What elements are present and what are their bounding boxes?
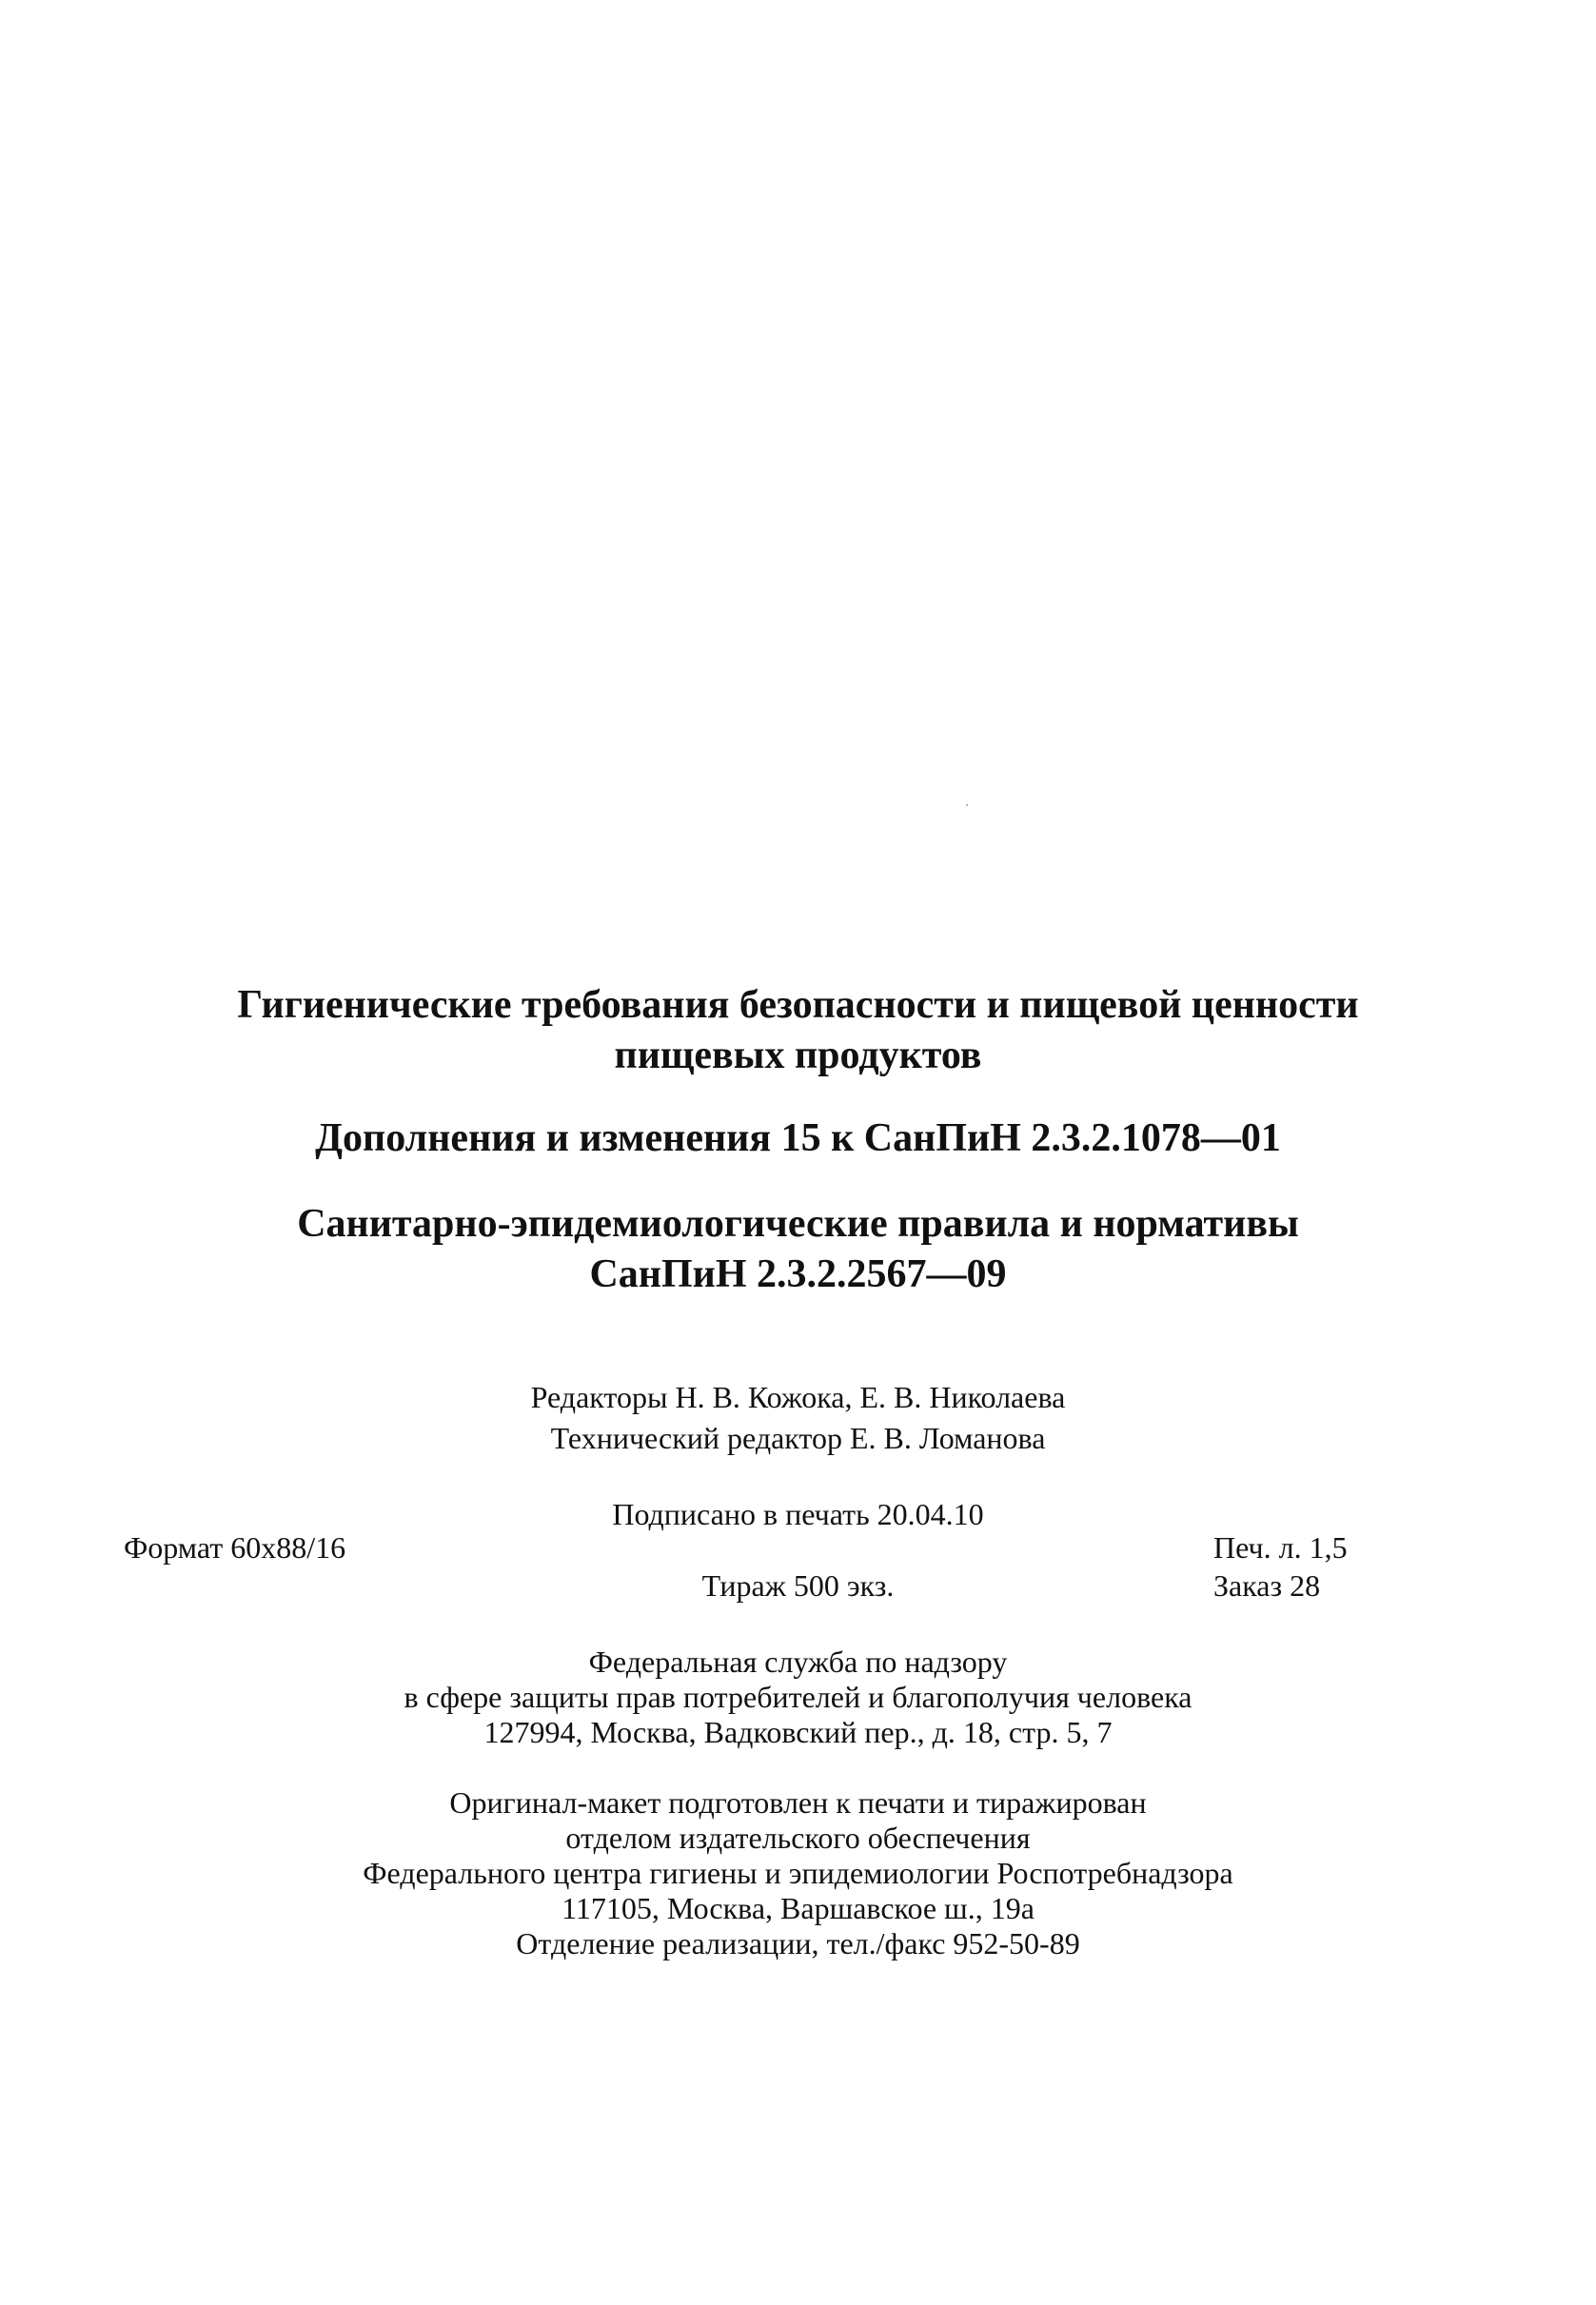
- publisher-line-2: в сфере защиты прав потребителей и благополучия человека: [404, 1680, 1192, 1714]
- amendments-heading: Дополнения и изменения 15 к СанПиН 2.3.2.1078—01: [315, 1116, 1281, 1160]
- document-title-line-2: пищевых продуктов: [614, 1034, 982, 1077]
- printer-line-1: Оригинал-макет подготовлен к печати и тиражирован: [449, 1785, 1147, 1820]
- document-title-line-1: Гигиенические требования безопасности и пищевой ценности: [237, 983, 1359, 1027]
- publisher-line-1: Федеральная служба по надзору: [588, 1645, 1008, 1679]
- rules-heading-line-2: СанПиН 2.3.2.2567—09: [589, 1252, 1007, 1296]
- technical-editor-line: Технический редактор Е. В. Ломанова: [550, 1421, 1046, 1455]
- rules-heading-line-1: Санитарно-эпидемиологические правила и нормативы: [297, 1202, 1299, 1246]
- order-number: Заказ 28: [1213, 1568, 1321, 1603]
- printer-address: 117105, Москва, Варшавское ш., 19а: [562, 1891, 1034, 1925]
- printer-line-3: Федерального центра гигиены и эпидемиологии Роспотребнадзора: [363, 1856, 1233, 1890]
- sales-department-contact: Отделение реализации, тел./факс 952-50-89: [516, 1926, 1080, 1960]
- printed-sheets: Печ. л. 1,5: [1213, 1530, 1348, 1565]
- scan-speck: [966, 804, 968, 806]
- editors-line: Редакторы Н. В. Кожока, Е. В. Николаева: [530, 1380, 1066, 1414]
- paper-format: Формат 60x88/16: [124, 1530, 346, 1565]
- publisher-address: 127994, Москва, Вадковский пер., д. 18, стр. 5, 7: [483, 1715, 1113, 1749]
- printer-line-2: отделом издательского обеспечения: [565, 1821, 1031, 1855]
- print-run: Тираж 500 экз.: [701, 1568, 895, 1603]
- signed-to-print: Подписано в печать 20.04.10: [612, 1497, 984, 1531]
